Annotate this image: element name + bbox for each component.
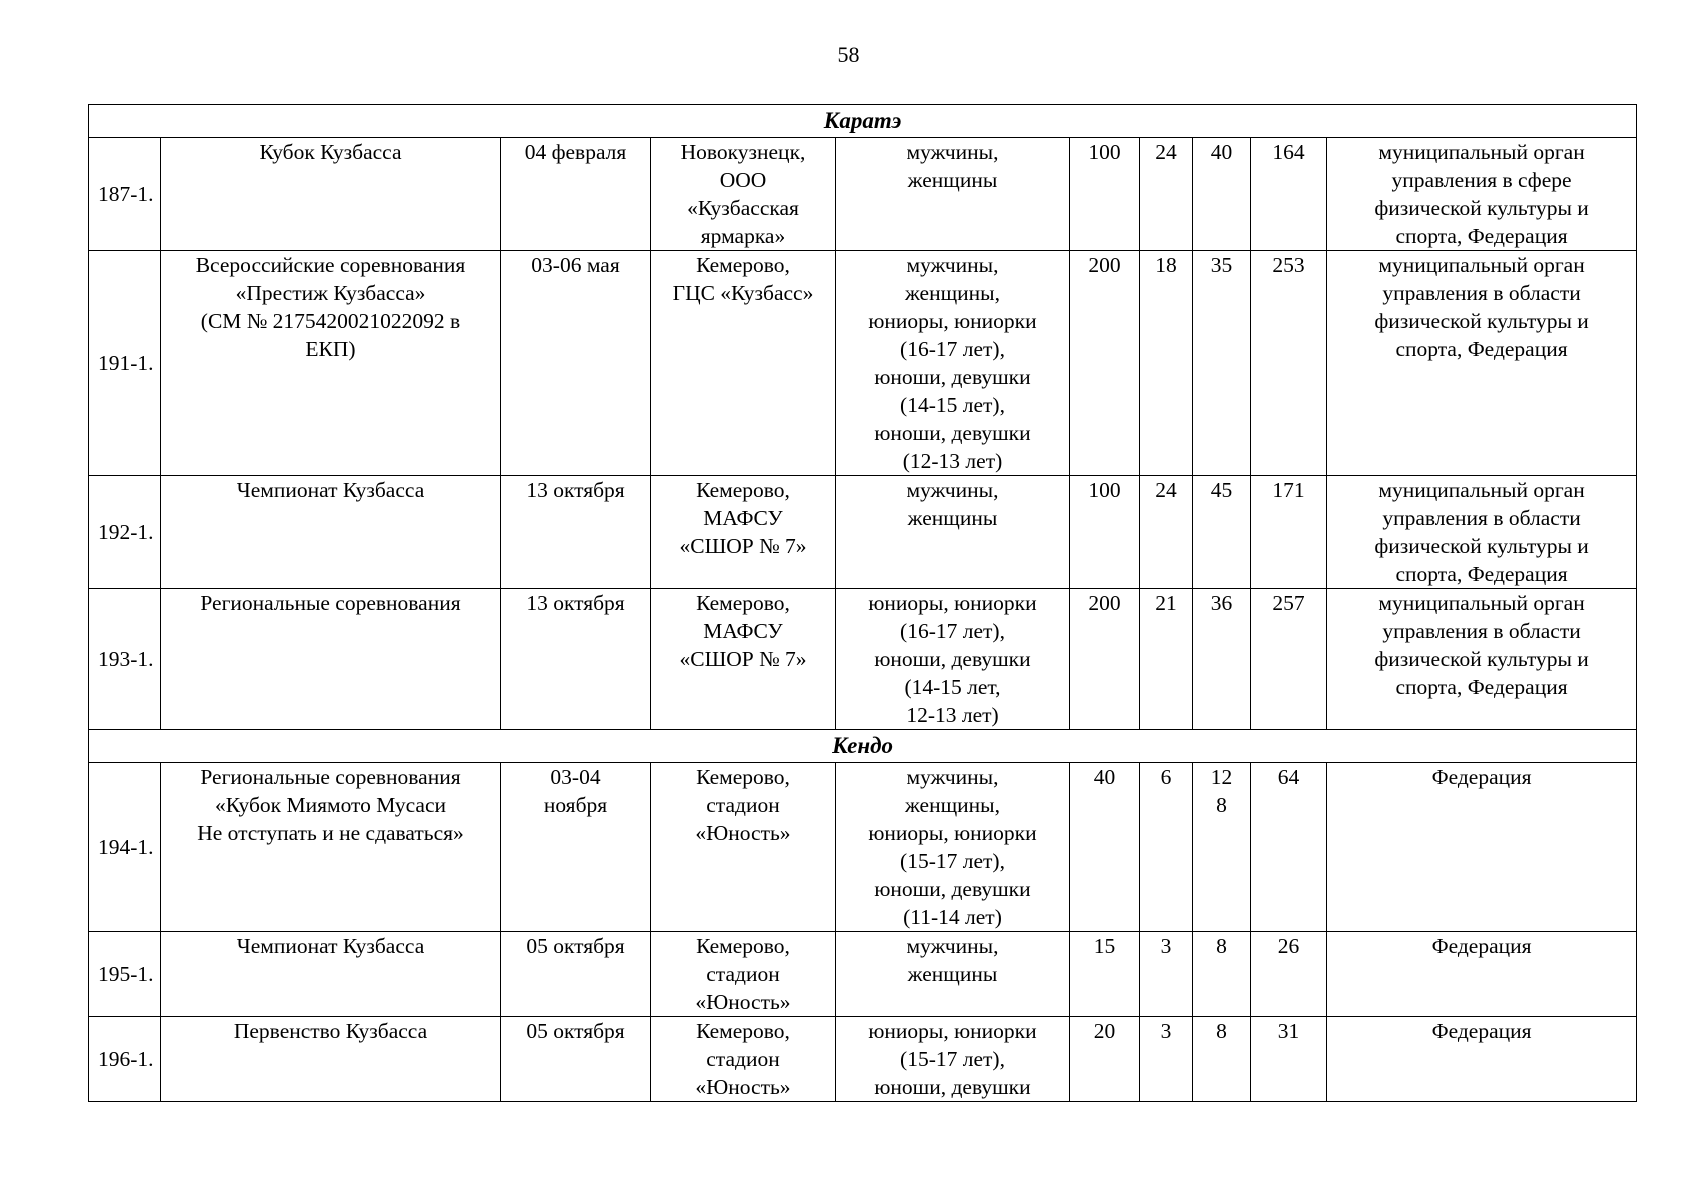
count-participants: 100 (1070, 138, 1140, 251)
section-header-row (89, 730, 1637, 763)
event-name: Чемпионат Кузбасса (161, 476, 501, 589)
count-participants: 100 (1070, 476, 1140, 589)
count-participants: 20 (1070, 1017, 1140, 1102)
participant-categories: мужчины, женщины (836, 138, 1070, 251)
count-other: 40 (1193, 138, 1251, 251)
count-participants: 40 (1070, 763, 1140, 932)
participant-categories: мужчины, женщины (836, 476, 1070, 589)
row-number: 187-1. (89, 138, 161, 251)
count-judges: 6 (1140, 763, 1193, 932)
count-judges: 18 (1140, 251, 1193, 476)
section-title: Каратэ (89, 105, 1637, 138)
organizer: муниципальный орган управления в области физической культуры и спорта, Федерация (1327, 476, 1637, 589)
event-date: 03-04 ноября (501, 763, 651, 932)
count-total: 253 (1251, 251, 1327, 476)
count-other: 8 (1193, 1017, 1251, 1102)
event-name: Первенство Кузбасса (161, 1017, 501, 1102)
event-venue: Кемерово, ГЦС «Кузбасс» (651, 251, 836, 476)
participant-categories: мужчины, женщины (836, 932, 1070, 1017)
organizer: муниципальный орган управления в области физической культуры и спорта, Федерация (1327, 251, 1637, 476)
table-row (89, 138, 1637, 251)
event-date: 04 февраля (501, 138, 651, 251)
event-date: 05 октября (501, 1017, 651, 1102)
row-number: 193-1. (89, 589, 161, 730)
organizer: Федерация (1327, 1017, 1637, 1102)
event-name: Чемпионат Кузбасса (161, 932, 501, 1017)
page-number: 58 (837, 42, 860, 67)
event-date: 03-06 мая (501, 251, 651, 476)
row-number: 194-1. (89, 763, 161, 932)
count-other: 35 (1193, 251, 1251, 476)
organizer: Федерация (1327, 763, 1637, 932)
event-venue: Кемерово, стадион «Юность» (651, 763, 836, 932)
event-date: 13 октября (501, 589, 651, 730)
count-other: 36 (1193, 589, 1251, 730)
section-title: Кендо (89, 730, 1637, 763)
table-row (89, 251, 1637, 476)
row-number: 196-1. (89, 1017, 161, 1102)
count-judges: 3 (1140, 932, 1193, 1017)
count-total: 164 (1251, 138, 1327, 251)
event-name: Региональные соревнования (161, 589, 501, 730)
event-date: 05 октября (501, 932, 651, 1017)
count-total: 171 (1251, 476, 1327, 589)
row-number: 195-1. (89, 932, 161, 1017)
table-row (89, 476, 1637, 589)
participant-categories: мужчины, женщины, юниоры, юниорки (16-17 лет), юноши, девушки (14-15 лет), юноши, девушки (12-13 лет) (836, 251, 1070, 476)
count-participants: 200 (1070, 589, 1140, 730)
organizer: муниципальный орган управления в сфере физической культуры и спорта, Федерация (1327, 138, 1637, 251)
participant-categories: юниоры, юниорки (16-17 лет), юноши, девушки (14-15 лет, 12-13 лет) (836, 589, 1070, 730)
count-other: 8 (1193, 932, 1251, 1017)
event-venue: Новокузнецк, ООО «Кузбасская ярмарка» (651, 138, 836, 251)
count-participants: 200 (1070, 251, 1140, 476)
event-venue: Кемерово, стадион «Юность» (651, 932, 836, 1017)
count-total: 64 (1251, 763, 1327, 932)
event-venue: Кемерово, МАФСУ «СШОР № 7» (651, 476, 836, 589)
section-header-row (89, 105, 1637, 138)
count-judges: 3 (1140, 1017, 1193, 1102)
row-number: 191-1. (89, 251, 161, 476)
table-row (89, 763, 1637, 932)
count-total: 31 (1251, 1017, 1327, 1102)
event-name: Всероссийские соревнования «Престиж Кузбасса» (СМ № 2175420021022092 в ЕКП) (161, 251, 501, 476)
organizer: Федерация (1327, 932, 1637, 1017)
count-other: 12 8 (1193, 763, 1251, 932)
competition-table (88, 104, 1637, 1102)
count-judges: 24 (1140, 138, 1193, 251)
organizer: муниципальный орган управления в области физической культуры и спорта, Федерация (1327, 589, 1637, 730)
count-other: 45 (1193, 476, 1251, 589)
participant-categories: мужчины, женщины, юниоры, юниорки (15-17 лет), юноши, девушки (11-14 лет) (836, 763, 1070, 932)
event-date: 13 октября (501, 476, 651, 589)
table-row (89, 932, 1637, 1017)
event-venue: Кемерово, МАФСУ «СШОР № 7» (651, 589, 836, 730)
table-row (89, 589, 1637, 730)
count-participants: 15 (1070, 932, 1140, 1017)
table-row (89, 1017, 1637, 1102)
row-number: 192-1. (89, 476, 161, 589)
count-total: 26 (1251, 932, 1327, 1017)
count-judges: 24 (1140, 476, 1193, 589)
count-judges: 21 (1140, 589, 1193, 730)
count-total: 257 (1251, 589, 1327, 730)
participant-categories: юниоры, юниорки (15-17 лет), юноши, девушки (836, 1017, 1070, 1102)
event-venue: Кемерово, стадион «Юность» (651, 1017, 836, 1102)
event-name: Региональные соревнования «Кубок Миямото Мусаси Не отступать и не сдаваться» (161, 763, 501, 932)
event-name: Кубок Кузбасса (161, 138, 501, 251)
